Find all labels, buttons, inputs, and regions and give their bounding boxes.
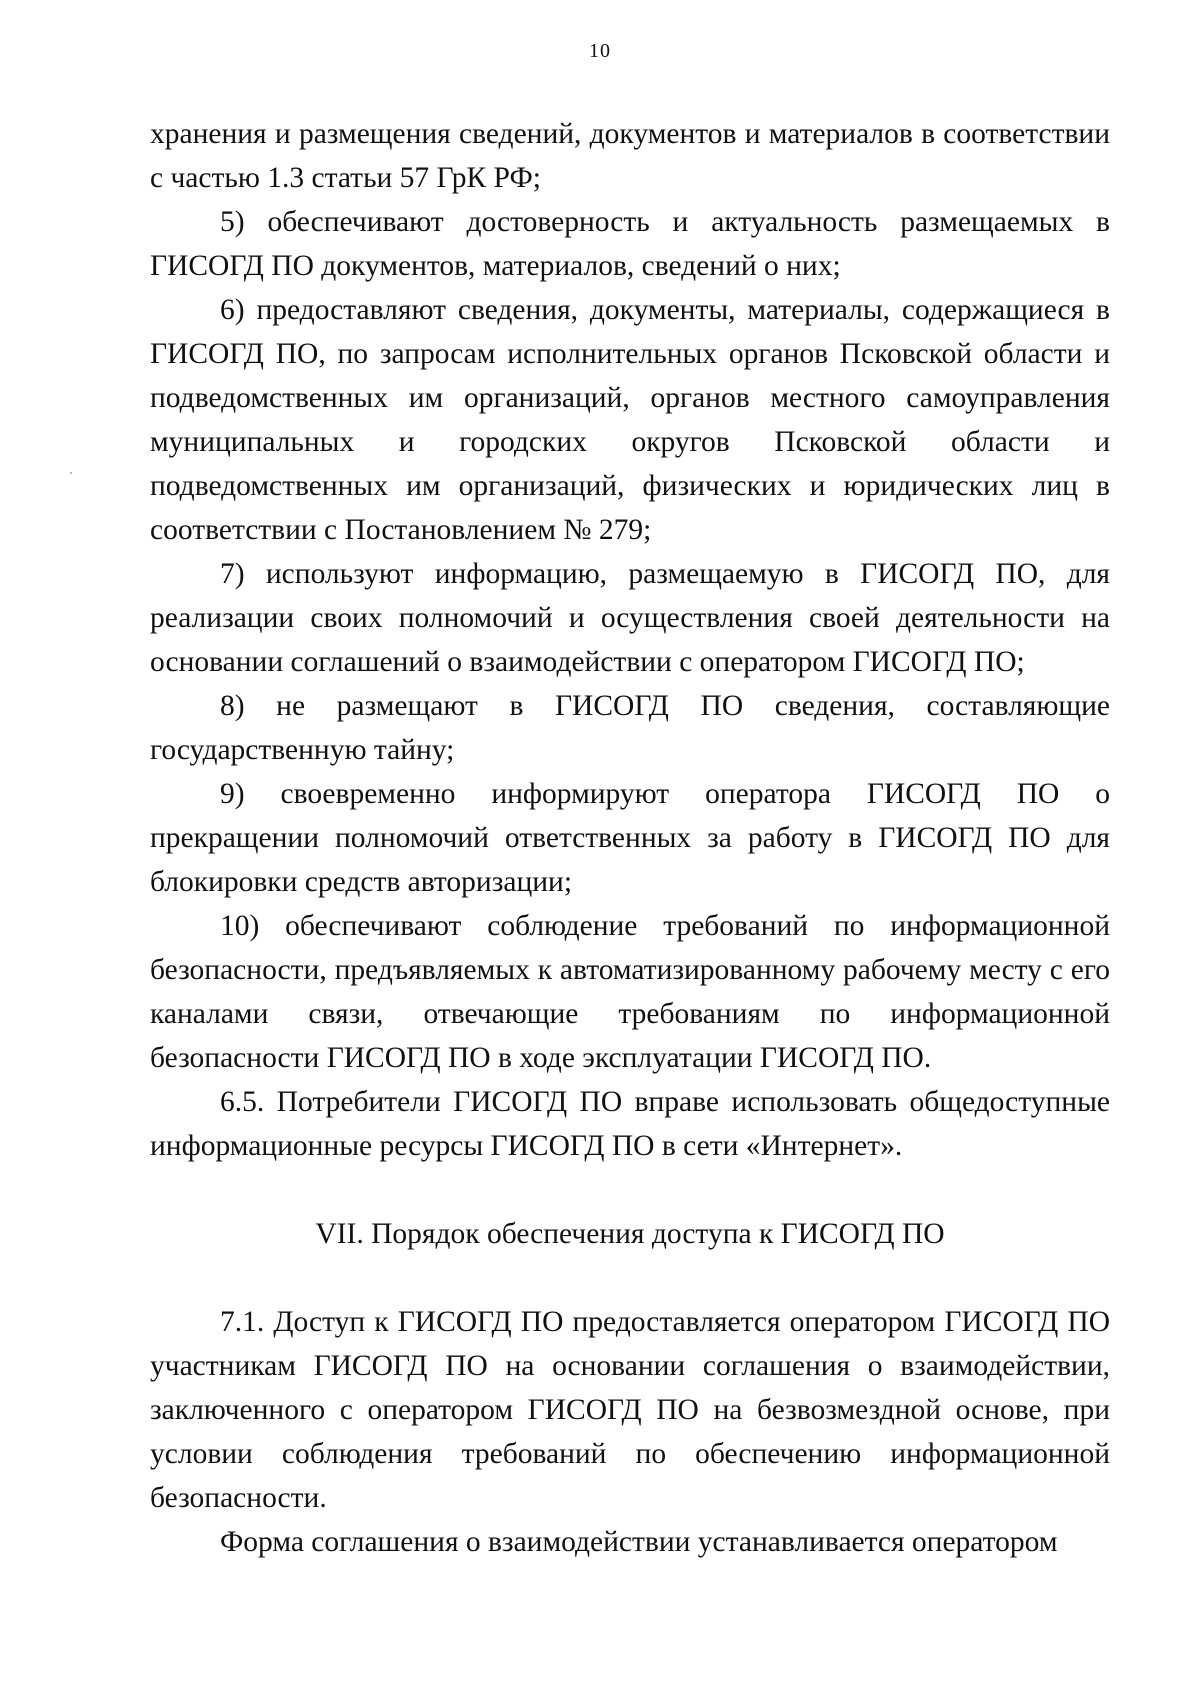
paragraph-item-8: 8) не размещают в ГИСОГД ПО сведения, составляющие государственную тайну; <box>150 690 1110 766</box>
document-body <box>150 112 1110 1564</box>
paragraph-continuation: хранения и размещения сведений, документов и материалов в соответствии с частью 1.3 статьи 57 ГрК РФ; <box>150 118 1110 194</box>
paragraph-item-5: 5) обеспечивают достоверность и актуальность размещаемых в ГИСОГД ПО документов, материалов, сведений о них; <box>150 206 1110 282</box>
section-heading: VII. Порядок обеспечения доступа к ГИСОГД ПО <box>315 1218 945 1250</box>
page-number: 10 <box>589 40 611 62</box>
paragraph-agreement-form: Форма соглашения о взаимодействии устанавливается оператором <box>220 1526 1058 1558</box>
paragraph-item-7: 7) используют информацию, размещаемую в ГИСОГД ПО, для реализации своих полномочий и осуществления своей деятельности на основании соглашений о взаимодействии с оператором ГИСОГД ПО; <box>150 558 1110 678</box>
paragraph-item-9: 9) своевременно информируют оператора ГИСОГД ПО о прекращении полномочий ответственных за работу в ГИСОГД ПО для блокировки средств авторизации; <box>150 778 1110 898</box>
paragraph-6-5: 6.5. Потребители ГИСОГД ПО вправе использовать общедоступные информационные ресурсы ГИСОГД ПО в сети «Интернет». <box>150 1086 1110 1162</box>
paragraph-item-6: 6) предоставляют сведения, документы, материалы, содержащиеся в ГИСОГД ПО, по запросам исполнительных органов Псковской области и подведомственных им организаций, органов местного самоуправления муниципальных и городских округов Псковской области и подведомственных им организаций, физических и юридических лиц в соответствии с Постановлением № 279; <box>150 294 1110 546</box>
paragraph-7-1: 7.1. Доступ к ГИСОГД ПО предоставляется оператором ГИСОГД ПО участникам ГИСОГД ПО на основании соглашения о взаимодействии, заключенного с оператором ГИСОГД ПО на безвозмездной основе, при условии соблюдения требований по обеспечению информационной безопасности. <box>150 1306 1110 1514</box>
paragraph-item-10: 10) обеспечивают соблюдение требований по информационной безопасности, предъявляемых к автоматизированному рабочему месту с его каналами связи, отвечающие требованиям по информационной безопасности ГИСОГД ПО в ходе эксплуатации ГИСОГД ПО. <box>150 910 1110 1074</box>
scan-artifact <box>70 472 72 474</box>
